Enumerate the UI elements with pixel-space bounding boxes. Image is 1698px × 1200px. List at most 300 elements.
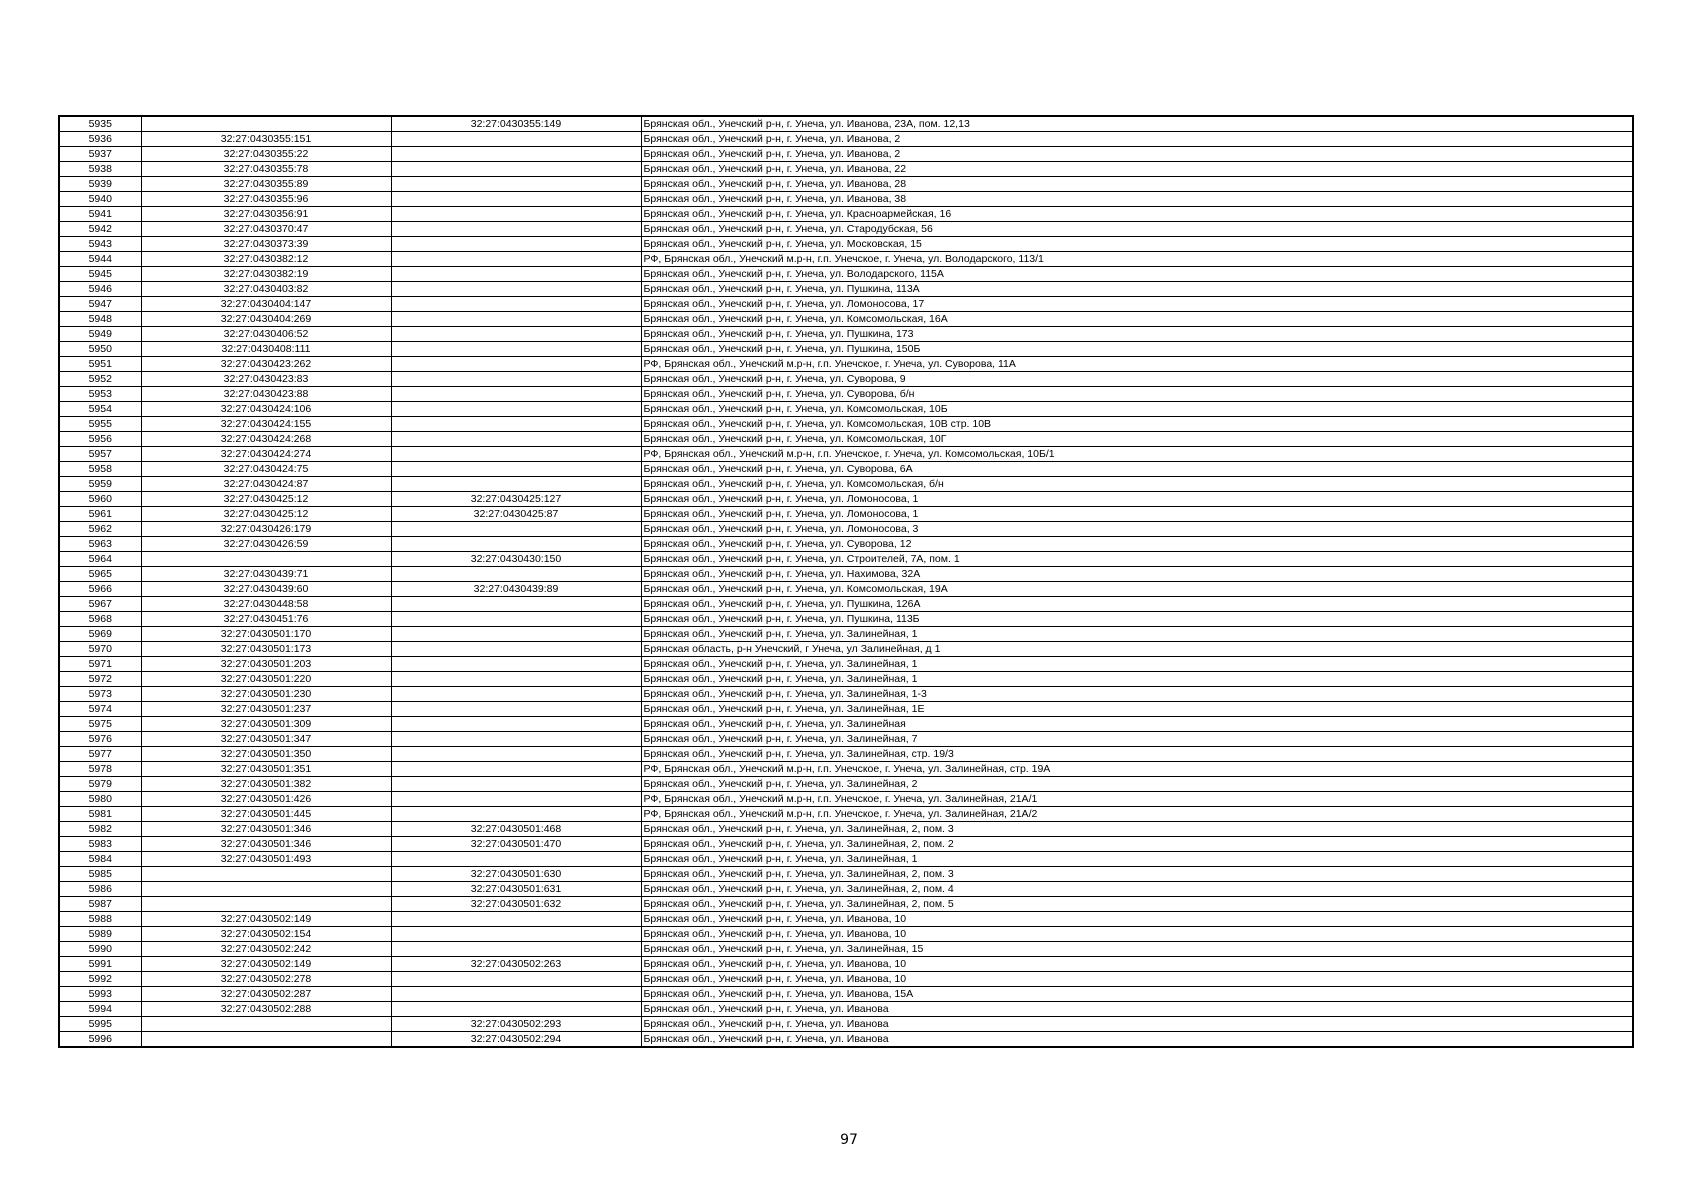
premise-cadastral-number-cell [391,732,641,747]
premise-cadastral-number-cell [391,417,641,432]
cadastral-number-cell: 32:27:0430355:22 [141,147,391,162]
row-number-cell: 5962 [59,522,141,537]
table-row [59,972,1633,987]
table-row [59,222,1633,237]
premise-cadastral-number-cell [391,777,641,792]
row-number-cell: 5950 [59,342,141,357]
cadastral-number-cell: 32:27:0430355:89 [141,177,391,192]
cadastral-number-cell: 32:27:0430425:12 [141,507,391,522]
cadastral-number-cell: 32:27:0430424:75 [141,462,391,477]
address-cell: Брянская обл., Унечский р-н, г. Унеча, ул. Иванова, 2 [641,132,1633,147]
row-number-cell: 5991 [59,957,141,972]
premise-cadastral-number-cell [391,372,641,387]
premise-cadastral-number-cell [391,297,641,312]
premise-cadastral-number-cell: 32:27:0430355:149 [391,116,641,132]
premise-cadastral-number-cell [391,927,641,942]
premise-cadastral-number-cell: 32:27:0430425:127 [391,492,641,507]
table-row [59,642,1633,657]
premise-cadastral-number-cell [391,387,641,402]
premise-cadastral-number-cell: 32:27:0430502:263 [391,957,641,972]
row-number-cell: 5978 [59,762,141,777]
address-cell: РФ, Брянская обл., Унечский м.р-н, г.п. Унечское, г. Унеча, ул. Комсомольская, 10Б/1 [641,447,1633,462]
row-number-cell: 5943 [59,237,141,252]
premise-cadastral-number-cell [391,792,641,807]
row-number-cell: 5968 [59,612,141,627]
address-cell: Брянская обл., Унечский р-н, г. Унеча, ул. Иванова, 38 [641,192,1633,207]
table-row [59,567,1633,582]
cadastral-number-cell: 32:27:0430403:82 [141,282,391,297]
premise-cadastral-number-cell [391,762,641,777]
row-number-cell: 5982 [59,822,141,837]
table-row [59,897,1633,912]
premise-cadastral-number-cell: 32:27:0430439:89 [391,582,641,597]
address-cell: Брянская обл., Унечский р-н, г. Унеча, ул. Московская, 15 [641,237,1633,252]
premise-cadastral-number-cell [391,747,641,762]
row-number-cell: 5987 [59,897,141,912]
row-number-cell: 5948 [59,312,141,327]
table-row [59,867,1633,882]
row-number-cell: 5967 [59,597,141,612]
premise-cadastral-number-cell [391,717,641,732]
premise-cadastral-number-cell: 32:27:0430425:87 [391,507,641,522]
cadastral-number-cell: 32:27:0430501:351 [141,762,391,777]
cadastral-number-cell: 32:27:0430424:268 [141,432,391,447]
cadastral-number-cell: 32:27:0430424:274 [141,447,391,462]
address-cell: Брянская обл., Унечский р-н, г. Унеча, ул. Суворова, 6А [641,462,1633,477]
premise-cadastral-number-cell [391,627,641,642]
premise-cadastral-number-cell [391,852,641,867]
premise-cadastral-number-cell [391,657,641,672]
table-row [59,372,1633,387]
cadastral-number-cell: 32:27:0430501:445 [141,807,391,822]
cadastral-number-cell: 32:27:0430373:39 [141,237,391,252]
premise-cadastral-number-cell [391,912,641,927]
cadastral-number-cell: 32:27:0430406:52 [141,327,391,342]
row-number-cell: 5989 [59,927,141,942]
premise-cadastral-number-cell [391,537,641,552]
cadastral-number-cell: 32:27:0430501:346 [141,822,391,837]
premise-cadastral-number-cell [391,327,641,342]
table-row [59,747,1633,762]
row-number-cell: 5976 [59,732,141,747]
premise-cadastral-number-cell [391,207,641,222]
address-cell: Брянская обл., Унечский р-н, г. Унеча, ул. Иванова, 10 [641,957,1633,972]
table-row [59,312,1633,327]
cadastral-number-cell: 32:27:0430355:151 [141,132,391,147]
premise-cadastral-number-cell [391,132,641,147]
address-cell: Брянская обл., Унечский р-н, г. Унеча, ул. Залинейная, 2, пом. 4 [641,882,1633,897]
table-row [59,792,1633,807]
row-number-cell: 5941 [59,207,141,222]
premise-cadastral-number-cell: 32:27:0430501:631 [391,882,641,897]
premise-cadastral-number-cell: 32:27:0430502:294 [391,1032,641,1048]
premise-cadastral-number-cell [391,147,641,162]
premise-cadastral-number-cell [391,972,641,987]
table-row [59,132,1633,147]
cadastral-number-cell: 32:27:0430426:179 [141,522,391,537]
row-number-cell: 5957 [59,447,141,462]
row-number-cell: 5990 [59,942,141,957]
premise-cadastral-number-cell [391,267,641,282]
cadastral-number-cell [141,116,391,132]
row-number-cell: 5952 [59,372,141,387]
premise-cadastral-number-cell [391,642,641,657]
premise-cadastral-number-cell [391,177,641,192]
table-row [59,116,1633,132]
row-number-cell: 5984 [59,852,141,867]
table-row [59,762,1633,777]
row-number-cell: 5956 [59,432,141,447]
table-row [59,387,1633,402]
cadastral-number-cell: 32:27:0430501:230 [141,687,391,702]
address-cell: Брянская обл., Унечский р-н, г. Унеча, ул. Комсомольская, 19А [641,582,1633,597]
premise-cadastral-number-cell [391,432,641,447]
row-number-cell: 5986 [59,882,141,897]
address-cell: Брянская обл., Унечский р-н, г. Унеча, ул. Иванова, 23А, пом. 12,13 [641,116,1633,132]
premise-cadastral-number-cell: 32:27:0430430:150 [391,552,641,567]
cadastral-number-cell: 32:27:0430424:87 [141,477,391,492]
row-number-cell: 5958 [59,462,141,477]
row-number-cell: 5974 [59,702,141,717]
cadastral-number-cell: 32:27:0430501:350 [141,747,391,762]
table-row [59,492,1633,507]
cadastral-number-cell: 32:27:0430501:382 [141,777,391,792]
address-cell: Брянская обл., Унечский р-н, г. Унеча, ул. Пушкина, 113А [641,282,1633,297]
row-number-cell: 5993 [59,987,141,1002]
address-cell: Брянская обл., Унечский р-н, г. Унеча, ул. Залинейная, 2, пом. 3 [641,867,1633,882]
row-number-cell: 5954 [59,402,141,417]
address-cell: Брянская обл., Унечский р-н, г. Унеча, ул. Залинейная, 2, пом. 5 [641,897,1633,912]
table-row [59,852,1633,867]
table-row [59,582,1633,597]
address-cell: РФ, Брянская обл., Унечский м.р-н, г.п. Унечское, г. Унеча, ул. Залинейная, 21А/1 [641,792,1633,807]
table-row [59,687,1633,702]
address-cell: Брянская обл., Унечский р-н, г. Унеча, ул. Залинейная, 1 [641,672,1633,687]
cadastral-number-cell: 32:27:0430355:78 [141,162,391,177]
cadastral-number-cell: 32:27:0430501:220 [141,672,391,687]
cadastral-number-cell: 32:27:0430439:60 [141,582,391,597]
address-cell: Брянская область, р-н Унечский, г Унеча, ул Залинейная, д 1 [641,642,1633,657]
cadastral-number-cell: 32:27:0430501:309 [141,717,391,732]
table-row [59,1002,1633,1017]
address-cell: Брянская обл., Унечский р-н, г. Унеча, ул. Стародубская, 56 [641,222,1633,237]
address-cell: РФ, Брянская обл., Унечский м.р-н, г.п. Унечское, г. Унеча, ул. Суворова, 11А [641,357,1633,372]
cadastral-number-cell: 32:27:0430355:96 [141,192,391,207]
row-number-cell: 5959 [59,477,141,492]
row-number-cell: 5946 [59,282,141,297]
table-row [59,177,1633,192]
table-row [59,987,1633,1002]
address-cell: Брянская обл., Унечский р-н, г. Унеча, ул. Комсомольская, 10Г [641,432,1633,447]
cadastral-table [58,115,1634,1048]
cadastral-number-cell: 32:27:0430423:88 [141,387,391,402]
table-row [59,552,1633,567]
address-cell: Брянская обл., Унечский р-н, г. Унеча, ул. Залинейная, 1-3 [641,687,1633,702]
cadastral-number-cell: 32:27:0430501:173 [141,642,391,657]
row-number-cell: 5966 [59,582,141,597]
address-cell: Брянская обл., Унечский р-н, г. Унеча, ул. Ломоносова, 17 [641,297,1633,312]
cadastral-number-cell: 32:27:0430501:237 [141,702,391,717]
cadastral-number-cell: 32:27:0430502:288 [141,1002,391,1017]
cadastral-number-cell: 32:27:0430501:170 [141,627,391,642]
premise-cadastral-number-cell [391,987,641,1002]
table-row [59,357,1633,372]
address-cell: Брянская обл., Унечский р-н, г. Унеча, ул. Залинейная, 1 [641,852,1633,867]
table-row [59,252,1633,267]
row-number-cell: 5983 [59,837,141,852]
table-row [59,192,1633,207]
premise-cadastral-number-cell: 32:27:0430501:470 [391,837,641,852]
cadastral-number-cell: 32:27:0430423:262 [141,357,391,372]
row-number-cell: 5979 [59,777,141,792]
address-cell: Брянская обл., Унечский р-н, г. Унеча, ул. Залинейная [641,717,1633,732]
table-row [59,822,1633,837]
address-cell: Брянская обл., Унечский р-н, г. Унеча, ул. Иванова [641,1002,1633,1017]
table-row [59,297,1633,312]
row-number-cell: 5938 [59,162,141,177]
premise-cadastral-number-cell: 32:27:0430501:630 [391,867,641,882]
cadastral-number-cell: 32:27:0430425:12 [141,492,391,507]
row-number-cell: 5936 [59,132,141,147]
row-number-cell: 5988 [59,912,141,927]
premise-cadastral-number-cell [391,942,641,957]
cadastral-number-cell: 32:27:0430501:346 [141,837,391,852]
table-row [59,462,1633,477]
address-cell: Брянская обл., Унечский р-н, г. Унеча, ул. Володарского, 115А [641,267,1633,282]
premise-cadastral-number-cell: 32:27:0430502:293 [391,1017,641,1032]
table-row [59,237,1633,252]
row-number-cell: 5995 [59,1017,141,1032]
address-cell: Брянская обл., Унечский р-н, г. Унеча, ул. Иванова, 22 [641,162,1633,177]
table-body [59,116,1633,1047]
address-cell: Брянская обл., Унечский р-н, г. Унеча, ул. Залинейная, 1 [641,627,1633,642]
row-number-cell: 5972 [59,672,141,687]
table-row [59,147,1633,162]
cadastral-number-cell [141,897,391,912]
address-cell: Брянская обл., Унечский р-н, г. Унеча, ул. Комсомольская, б/н [641,477,1633,492]
cadastral-number-cell: 32:27:0430382:19 [141,267,391,282]
address-cell: Брянская обл., Унечский р-н, г. Унеча, ул. Иванова [641,1032,1633,1048]
cadastral-number-cell [141,1017,391,1032]
table-row [59,282,1633,297]
row-number-cell: 5951 [59,357,141,372]
cadastral-number-cell [141,867,391,882]
row-number-cell: 5944 [59,252,141,267]
address-cell: Брянская обл., Унечский р-н, г. Унеча, ул. Пушкина, 126А [641,597,1633,612]
row-number-cell: 5994 [59,1002,141,1017]
cadastral-number-cell: 32:27:0430501:493 [141,852,391,867]
row-number-cell: 5955 [59,417,141,432]
row-number-cell: 5977 [59,747,141,762]
address-cell: Брянская обл., Унечский р-н, г. Унеча, ул. Залинейная, 2, пом. 2 [641,837,1633,852]
table-row [59,327,1633,342]
premise-cadastral-number-cell [391,1002,641,1017]
address-cell: Брянская обл., Унечский р-н, г. Унеча, ул. Ломоносова, 1 [641,492,1633,507]
address-cell: РФ, Брянская обл., Унечский м.р-н, г.п. Унечское, г. Унеча, ул. Залинейная, стр. 19А [641,762,1633,777]
address-cell: Брянская обл., Унечский р-н, г. Унеча, ул. Суворова, 12 [641,537,1633,552]
address-cell: Брянская обл., Унечский р-н, г. Унеча, ул. Залинейная, 2, пом. 3 [641,822,1633,837]
table-row [59,942,1633,957]
row-number-cell: 5960 [59,492,141,507]
cadastral-number-cell: 32:27:0430424:106 [141,402,391,417]
cadastral-number-cell: 32:27:0430424:155 [141,417,391,432]
table-row [59,162,1633,177]
table-row [59,432,1633,447]
premise-cadastral-number-cell: 32:27:0430501:632 [391,897,641,912]
address-cell: Брянская обл., Унечский р-н, г. Унеча, ул. Комсомольская, 16А [641,312,1633,327]
cadastral-number-cell [141,1032,391,1048]
cadastral-number-cell: 32:27:0430404:269 [141,312,391,327]
table-row [59,1017,1633,1032]
address-cell: Брянская обл., Унечский р-н, г. Унеча, ул. Иванова, 2 [641,147,1633,162]
premise-cadastral-number-cell [391,567,641,582]
cadastral-number-cell: 32:27:0430502:149 [141,912,391,927]
address-cell: Брянская обл., Унечский р-н, г. Унеча, ул. Залинейная, стр. 19/3 [641,747,1633,762]
table-row [59,837,1633,852]
cadastral-number-cell: 32:27:0430356:91 [141,207,391,222]
table-row [59,672,1633,687]
address-cell: Брянская обл., Унечский р-н, г. Унеча, ул. Комсомольская, 10Б [641,402,1633,417]
row-number-cell: 5970 [59,642,141,657]
row-number-cell: 5975 [59,717,141,732]
cadastral-number-cell: 32:27:0430404:147 [141,297,391,312]
table-row [59,477,1633,492]
table-row [59,267,1633,282]
table-row [59,912,1633,927]
table-row [59,717,1633,732]
address-cell: Брянская обл., Унечский р-н, г. Унеча, ул. Залинейная, 7 [641,732,1633,747]
table-row [59,537,1633,552]
address-cell: Брянская обл., Унечский р-н, г. Унеча, ул. Залинейная, 1 [641,657,1633,672]
address-cell: Брянская обл., Унечский р-н, г. Унеча, ул. Нахимова, 32А [641,567,1633,582]
table-row [59,657,1633,672]
address-cell: Брянская обл., Унечский р-н, г. Унеча, ул. Строителей, 7А, пом. 1 [641,552,1633,567]
table-row [59,732,1633,747]
row-number-cell: 5964 [59,552,141,567]
cadastral-number-cell [141,552,391,567]
row-number-cell: 5940 [59,192,141,207]
row-number-cell: 5969 [59,627,141,642]
address-cell: Брянская обл., Унечский р-н, г. Унеча, ул. Пушкина, 113Б [641,612,1633,627]
table-row [59,627,1633,642]
cadastral-number-cell: 32:27:0430502:149 [141,957,391,972]
cadastral-number-cell: 32:27:0430502:278 [141,972,391,987]
premise-cadastral-number-cell [391,237,641,252]
row-number-cell: 5942 [59,222,141,237]
address-cell: Брянская обл., Унечский р-н, г. Унеча, ул. Иванова [641,1017,1633,1032]
premise-cadastral-number-cell [391,312,641,327]
cadastral-number-cell: 32:27:0430502:242 [141,942,391,957]
table-row [59,927,1633,942]
row-number-cell: 5961 [59,507,141,522]
address-cell: Брянская обл., Унечский р-н, г. Унеча, ул. Залинейная, 1Е [641,702,1633,717]
cadastral-number-cell: 32:27:0430370:47 [141,222,391,237]
cadastral-number-cell: 32:27:0430501:347 [141,732,391,747]
table-row [59,1032,1633,1048]
premise-cadastral-number-cell [391,282,641,297]
table-row [59,447,1633,462]
address-cell: Брянская обл., Унечский р-н, г. Унеча, ул. Иванова, 10 [641,927,1633,942]
cadastral-number-cell: 32:27:0430502:287 [141,987,391,1002]
address-cell: Брянская обл., Унечский р-н, г. Унеча, ул. Иванова, 10 [641,972,1633,987]
premise-cadastral-number-cell [391,342,641,357]
premise-cadastral-number-cell [391,807,641,822]
table-row [59,507,1633,522]
address-cell: РФ, Брянская обл., Унечский м.р-н, г.п. Унечское, г. Унеча, ул. Залинейная, 21А/2 [641,807,1633,822]
address-cell: Брянская обл., Унечский р-н, г. Унеча, ул. Суворова, 9 [641,372,1633,387]
row-number-cell: 5971 [59,657,141,672]
premise-cadastral-number-cell [391,462,641,477]
address-cell: Брянская обл., Унечский р-н, г. Унеча, ул. Красноармейская, 16 [641,207,1633,222]
premise-cadastral-number-cell [391,597,641,612]
table-row [59,342,1633,357]
premise-cadastral-number-cell [391,357,641,372]
row-number-cell: 5973 [59,687,141,702]
premise-cadastral-number-cell [391,162,641,177]
row-number-cell: 5939 [59,177,141,192]
row-number-cell: 5965 [59,567,141,582]
row-number-cell: 5947 [59,297,141,312]
table-row [59,612,1633,627]
row-number-cell: 5949 [59,327,141,342]
table-row [59,882,1633,897]
premise-cadastral-number-cell [391,522,641,537]
row-number-cell: 5945 [59,267,141,282]
premise-cadastral-number-cell [391,477,641,492]
address-cell: Брянская обл., Унечский р-н, г. Унеча, ул. Иванова, 15А [641,987,1633,1002]
cadastral-number-cell: 32:27:0430423:83 [141,372,391,387]
address-cell: Брянская обл., Унечский р-н, г. Унеча, ул. Пушкина, 150Б [641,342,1633,357]
address-cell: Брянская обл., Унечский р-н, г. Унеча, ул. Комсомольская, 10В стр. 10В [641,417,1633,432]
table-row [59,777,1633,792]
table-row [59,402,1633,417]
premise-cadastral-number-cell [391,702,641,717]
row-number-cell: 5953 [59,387,141,402]
cadastral-number-cell: 32:27:0430501:426 [141,792,391,807]
premise-cadastral-number-cell [391,447,641,462]
table-row [59,522,1633,537]
cadastral-number-cell: 32:27:0430382:12 [141,252,391,267]
row-number-cell: 5992 [59,972,141,987]
page-number: 97 [840,1132,858,1148]
premise-cadastral-number-cell [391,402,641,417]
cadastral-number-cell: 32:27:0430501:203 [141,657,391,672]
row-number-cell: 5963 [59,537,141,552]
address-cell: Брянская обл., Унечский р-н, г. Унеча, ул. Ломоносова, 1 [641,507,1633,522]
address-cell: Брянская обл., Унечский р-н, г. Унеча, ул. Иванова, 28 [641,177,1633,192]
table-row [59,597,1633,612]
premise-cadastral-number-cell: 32:27:0430501:468 [391,822,641,837]
table-row [59,417,1633,432]
premise-cadastral-number-cell [391,687,641,702]
row-number-cell: 5981 [59,807,141,822]
row-number-cell: 5980 [59,792,141,807]
cadastral-number-cell: 32:27:0430502:154 [141,927,391,942]
row-number-cell: 5985 [59,867,141,882]
row-number-cell: 5937 [59,147,141,162]
premise-cadastral-number-cell [391,672,641,687]
premise-cadastral-number-cell [391,252,641,267]
cadastral-number-cell: 32:27:0430408:111 [141,342,391,357]
cadastral-number-cell: 32:27:0430426:59 [141,537,391,552]
premise-cadastral-number-cell [391,192,641,207]
table-row [59,207,1633,222]
premise-cadastral-number-cell [391,222,641,237]
cadastral-number-cell [141,882,391,897]
table-row [59,702,1633,717]
cadastral-number-cell: 32:27:0430439:71 [141,567,391,582]
address-cell: Брянская обл., Унечский р-н, г. Унеча, ул. Ломоносова, 3 [641,522,1633,537]
